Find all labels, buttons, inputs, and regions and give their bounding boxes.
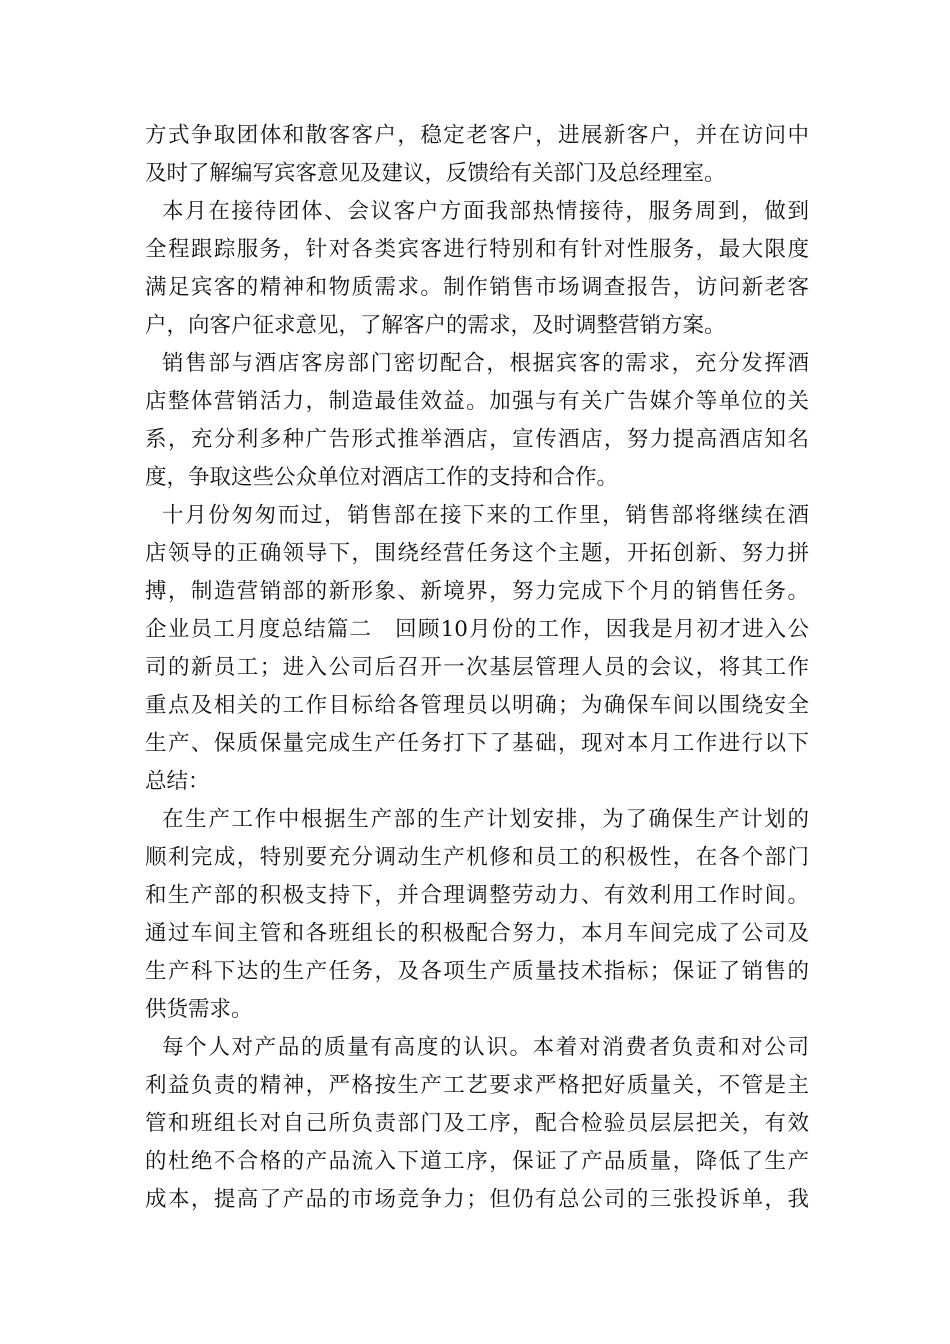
- text-line: 满足宾客的精神和物质需求。制作销售市场调查报告，访问新老客: [145, 275, 809, 300]
- text-line: 生产科下达的生产任务，及各项生产质量技术指标；保证了销售的: [145, 959, 809, 984]
- text-line: 本月在接待团体、会议客户方面我部热情接待，服务周到，做到: [145, 199, 809, 224]
- text-line: 每个人对产品的质量有高度的认识。本着对消费者负责和对公司: [145, 1035, 809, 1060]
- text-line: 企业员工月度总结篇二 回顾10月份的工作，因我是月初才进入公: [145, 617, 809, 642]
- text-line: 成本，提高了产品的市场竞争力；但仍有总公司的三张投诉单，我: [145, 1187, 809, 1212]
- text-line: 全程跟踪服务，针对各类宾客进行特别和有针对性服务，最大限度: [145, 237, 809, 262]
- text-line: 管和班组长对自己所负责部门及工序，配合检验员层层把关，有效: [145, 1111, 809, 1136]
- text-line: 利益负责的精神，严格按生产工艺要求严格把好质量关，不管是主: [145, 1073, 809, 1098]
- text-line: 的杜绝不合格的产品流入下道工序，保证了产品质量，降低了生产: [145, 1149, 809, 1174]
- text-line: 供货需求。: [145, 997, 253, 1022]
- text-line: 司的新员工；进入公司后召开一次基层管理人员的会议，将其工作: [145, 655, 809, 680]
- text-line: 户，向客户征求意见，了解客户的需求，及时调整营销方案。: [145, 313, 726, 338]
- text-line: 店整体营销活力，制造最佳效益。加强与有关广告媒介等单位的关: [145, 389, 809, 414]
- text-line: 和生产部的积极支持下，并合理调整劳动力、有效利用工作时间。: [145, 883, 809, 908]
- text-line: 搏，制造营销部的新形象、新境界，努力完成下个月的销售任务。: [145, 579, 809, 604]
- text-line: 通过车间主管和各班组长的积极配合努力，本月车间完成了公司及: [145, 921, 809, 946]
- text-line: 重点及相关的工作目标给各管理员以明确；为确保车间以围绕安全: [145, 693, 809, 718]
- text-line: 店领导的正确领导下，围绕经营任务这个主题，开拓创新、努力拼: [145, 541, 809, 566]
- document-body: [145, 117, 809, 1219]
- text-line: 十月份匆匆而过，销售部在接下来的工作里，销售部将继续在酒: [145, 503, 809, 528]
- text-line: 顺利完成，特别要充分调动生产机修和员工的积极性，在各个部门: [145, 845, 809, 870]
- text-line: 度，争取这些公众单位对酒店工作的支持和合作。: [145, 465, 619, 490]
- text-line: 在生产工作中根据生产部的生产计划安排，为了确保生产计划的: [145, 807, 809, 832]
- text-line: 总结：: [145, 769, 210, 794]
- text-line: 方式争取团体和散客客户，稳定老客户，进展新客户，并在访问中: [145, 123, 809, 148]
- text-line: 及时了解编写宾客意见及建议，反馈给有关部门及总经理室。: [145, 161, 726, 186]
- text-line: 系，充分利多种广告形式推举酒店，宣传酒店，努力提高酒店知名: [145, 427, 809, 452]
- text-line: 生产、保质保量完成生产任务打下了基础，现对本月工作进行以下: [145, 731, 809, 756]
- text-line: 销售部与酒店客房部门密切配合，根据宾客的需求，充分发挥酒: [145, 351, 809, 376]
